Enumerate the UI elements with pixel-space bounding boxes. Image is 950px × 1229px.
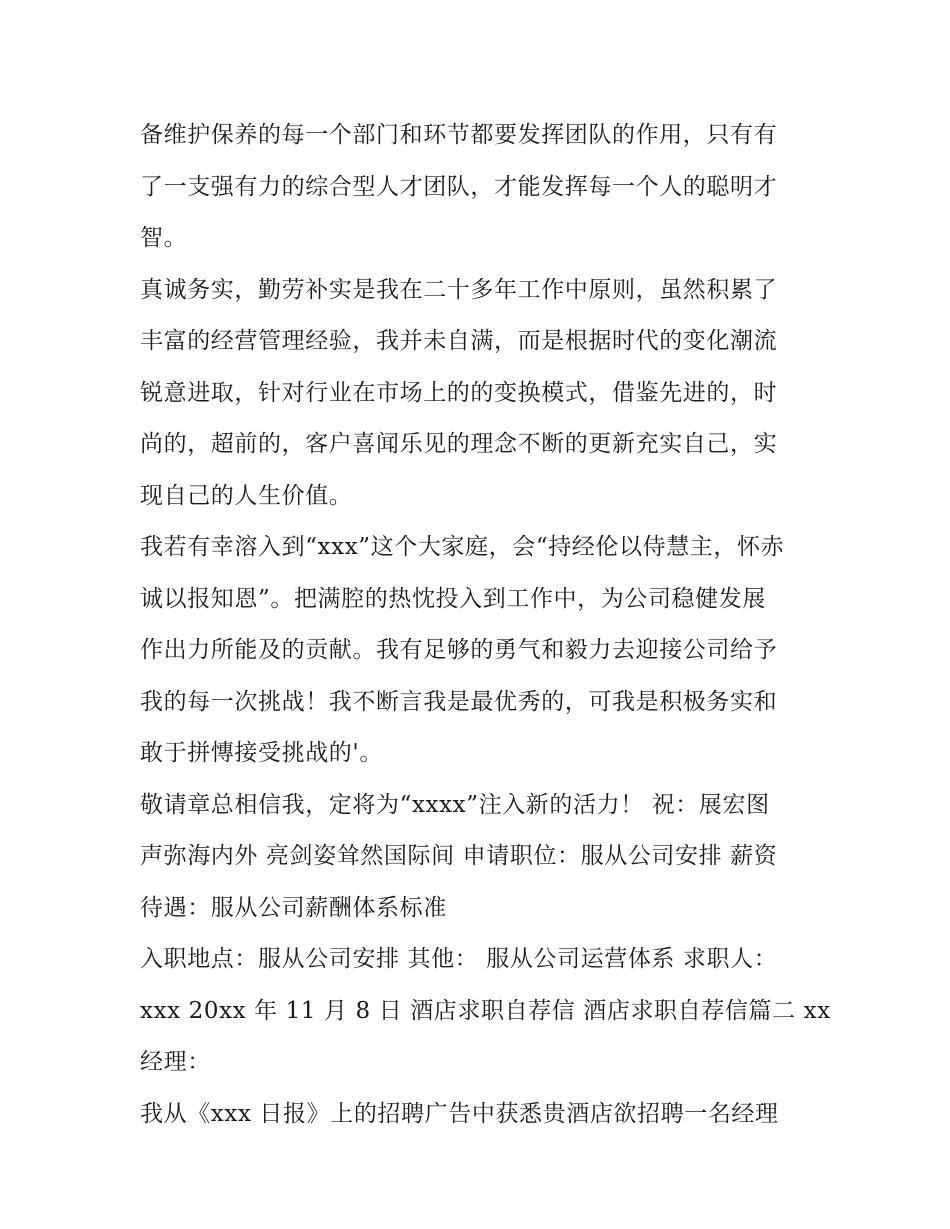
- text-line: xxx 20xx 年 11 月 8 日 酒店求职自荐信 酒店求职自荐信篇二 xx: [140, 997, 831, 1024]
- text-line: 锐意进取，针对行业在市场上的的变换模式，借鉴先进的，时: [140, 379, 778, 406]
- document-body: [140, 110, 831, 1140]
- text-line: 敢于拼慱接受挑战的'。: [140, 740, 383, 766]
- text-line: 我若有幸溶入到“xxx”这个大家庭，会“持经伦以侍慧主，怀赤: [140, 534, 785, 560]
- text-line: 待遇：服从公司薪酬体系标准: [140, 894, 447, 921]
- text-line: 我从《xxx 日报》上的招聘广告中获悉贵酒店欲招聘一名经理: [140, 1100, 779, 1127]
- text-line: 作出力所能及的贡献。我有足够的勇气和毅力去迎接公司给予: [140, 637, 778, 663]
- text-line: 智。: [140, 225, 188, 251]
- text-line: 敬请章总相信我，定将为“xxxx”注入新的活力！ 祝：展宏图: [140, 791, 770, 818]
- text-line: 了一支强有力的综合型人才团队，才能发挥每一个人的聪明才: [140, 173, 778, 200]
- text-line: 声弥海内外 亮剑姿耸然国际间 申请职位：服从公司安排 薪资: [140, 843, 778, 869]
- text-line: 备维护保养的每一个部门和环节都要发挥团队的作用，只有有: [140, 122, 778, 148]
- text-line: 尚的，超前的，客户喜闻乐见的理念不断的更新充实自己，实: [140, 431, 778, 457]
- text-line: 诚以报知恩”。把满腔的热忱投入到工作中，为公司稳健发展: [140, 585, 766, 612]
- text-line: 我的每一次挑战！我不断言我是最优秀的，可我是积极务实和: [140, 688, 778, 715]
- text-line: 真诚务实，勤劳补实是我在二十多年工作中原则，虽然积累了: [140, 276, 778, 303]
- text-line: 经理：: [140, 1049, 211, 1075]
- text-line: 入职地点：服从公司安排 其他： 服从公司运营体系 求职人：: [140, 946, 778, 972]
- text-line: 丰富的经营管理经验，我并未自满，而是根据时代的变化潮流: [140, 328, 778, 354]
- text-line: 现自己的人生价值。: [140, 482, 353, 509]
